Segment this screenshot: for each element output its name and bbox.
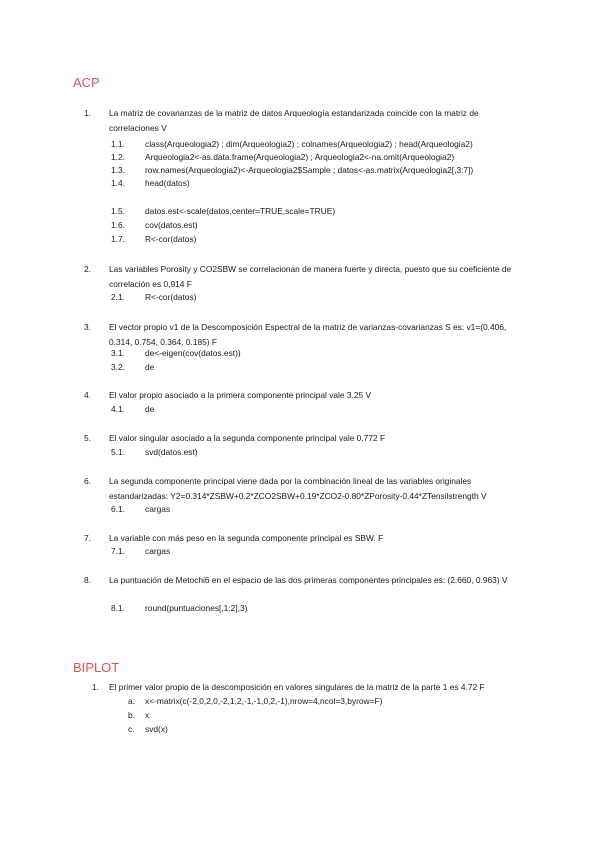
sub-text: x<-matrix(c(-2,0,2,0,-2,1,2,-1,-1,0,2,-1),nrow=4,ncol=3,byrow=F) bbox=[145, 696, 383, 706]
sub-text: round(puntuaciones[,1:2],3) bbox=[145, 603, 248, 613]
sub-number: 8.1. bbox=[111, 603, 125, 613]
question-number: 1. bbox=[84, 108, 91, 118]
question-text: La variable con más peso en la segunda componente principal es SBW. F bbox=[109, 533, 384, 543]
sub-text: de<-eigen(cov(datos.est)) bbox=[145, 348, 241, 358]
question-text: El valor singular asociado a la segunda componente principal vale 0,772 F bbox=[109, 433, 386, 443]
sub-text: R<-cor(datos) bbox=[145, 292, 197, 302]
sub-number: 1.7. bbox=[111, 234, 125, 244]
sub-number: 5.1. bbox=[111, 447, 125, 457]
question-text: El vector propio v1 de la Descomposición Espectral de la matriz de varianzas-covarianzas S es: v1=(0.406, 0.314, 0.754, 0.364, 0.185) F bbox=[109, 322, 507, 347]
sub-text: cargas bbox=[145, 546, 171, 556]
question-text: El valor propio asociado a la primera componente principal vale 3.25 V bbox=[109, 390, 372, 400]
question-text: La puntuación de Metochi6 en el espacio de las dos primeras componentes principales es: (2.660, 0.963) V bbox=[109, 575, 508, 585]
sub-number: c. bbox=[128, 724, 135, 734]
sub-number: 7.1. bbox=[111, 546, 125, 556]
sub-number: 1.6. bbox=[111, 220, 125, 230]
sub-number: 1.2. bbox=[111, 152, 125, 162]
sub-text: svd(datos.est) bbox=[145, 447, 198, 457]
sub-text: x bbox=[145, 710, 150, 720]
sub-text: de bbox=[145, 362, 155, 372]
question-number: 6. bbox=[84, 476, 91, 486]
question-number: 8. bbox=[84, 575, 91, 585]
question-text: Las variables Porosity y CO2SBW se correlacionan de manera fuerte y directa, puesto que su coeficiente de correlación es 0,914 F bbox=[109, 264, 512, 289]
sub-text: class(Arqueologia2) ; dim(Arqueologia2) ; colnames(Arqueologia2) ; head(Arqueologia2) bbox=[145, 139, 473, 149]
question-number: 5. bbox=[84, 433, 91, 443]
sub-text: svd(x) bbox=[145, 724, 168, 734]
question-number: 4. bbox=[84, 390, 91, 400]
question-number: 3. bbox=[84, 322, 91, 332]
sub-text: R<-cor(datos) bbox=[145, 234, 197, 244]
sub-text: datos.est<-scale(datos,center=TRUE,scale=TRUE) bbox=[145, 206, 336, 216]
sub-number: a. bbox=[128, 696, 135, 706]
section-title-acp: ACP bbox=[73, 75, 100, 90]
sub-number: 1.5. bbox=[111, 206, 125, 216]
question-number: 2. bbox=[84, 264, 91, 274]
sub-number: 1.4. bbox=[111, 178, 125, 188]
sub-text: cov(datos.est) bbox=[145, 220, 198, 230]
sub-text: head(datos) bbox=[145, 178, 190, 188]
question-number: 1. bbox=[92, 682, 99, 692]
sub-number: b. bbox=[128, 710, 135, 720]
sub-number: 4.1. bbox=[111, 404, 125, 414]
sub-number: 1.3. bbox=[111, 165, 125, 175]
sub-number: 6.1. bbox=[111, 504, 125, 514]
question-number: 7. bbox=[84, 533, 91, 543]
sub-text: Arqueologia2<-as.data.frame(Arqueologia2) ; Arqueologia2<-na.omit(Arqueologia2) bbox=[145, 152, 455, 162]
sub-text: row.names(Arqueologia2)<-Arqueologia2$Sample ; datos<-as.matrix(Arqueologia2[,3:7]) bbox=[145, 165, 474, 175]
sub-text: cargas bbox=[145, 504, 171, 514]
question-text: La segunda componente principal viene dada por la combinación lineal de las variables originales estandarizadas: Y2=0.314*ZSBW+0.2*ZCO2SBW+0.19*ZCO2-0.80*ZPorosity-0.44*ZTensilstrength V bbox=[109, 476, 487, 501]
sub-number: 3.1. bbox=[111, 348, 125, 358]
sub-text: de bbox=[145, 404, 155, 414]
sub-number: 1.1. bbox=[111, 139, 125, 149]
sub-number: 2.1. bbox=[111, 292, 125, 302]
question-text: El primer valor propio de la descomposición en valores singulares de la matriz de la parte 1 es 4.72 F bbox=[109, 682, 485, 692]
question-text: La matriz de covarianzas de la matriz de datos Arqueología estandarizada coincide con la matriz de correlaciones V bbox=[109, 108, 479, 133]
section-title-biplot: BIPLOT bbox=[73, 660, 120, 675]
sub-number: 3.2. bbox=[111, 362, 125, 372]
